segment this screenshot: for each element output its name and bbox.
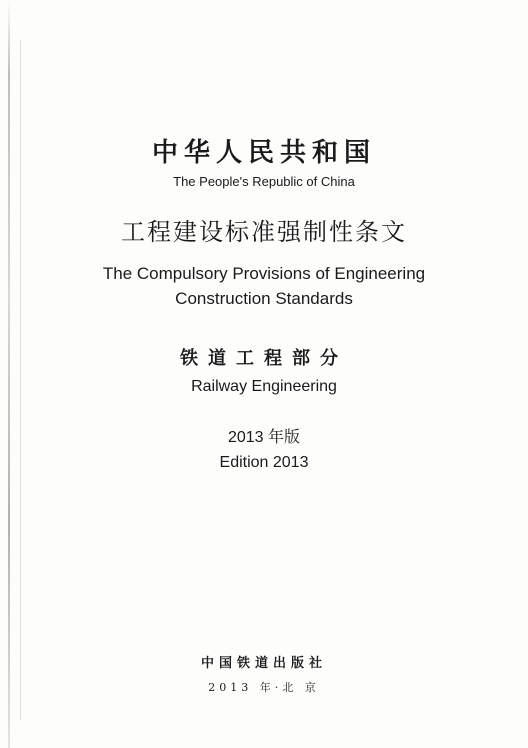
binding-edge [8,0,10,748]
edition-english: Edition 2013 [219,454,309,471]
country-name-english: The People's Republic of China [173,174,355,189]
publication-year-place: 2013 年·北 京 [208,681,320,694]
part-name-chinese: 铁道工程部分 [180,348,348,369]
title-english-line-2: Construction Standards [175,289,353,308]
part-name-english: Railway Engineering [191,378,337,395]
title-chinese: 工程建设标准强制性条文 [121,218,407,246]
country-name-chinese: 中华人民共和国 [151,138,376,168]
edition-chinese: 2013 年版 [227,429,301,446]
title-english-line-1: The Compulsory Provisions of Engineering [102,264,426,283]
publisher-name: 中国铁道出版社 [200,656,327,671]
